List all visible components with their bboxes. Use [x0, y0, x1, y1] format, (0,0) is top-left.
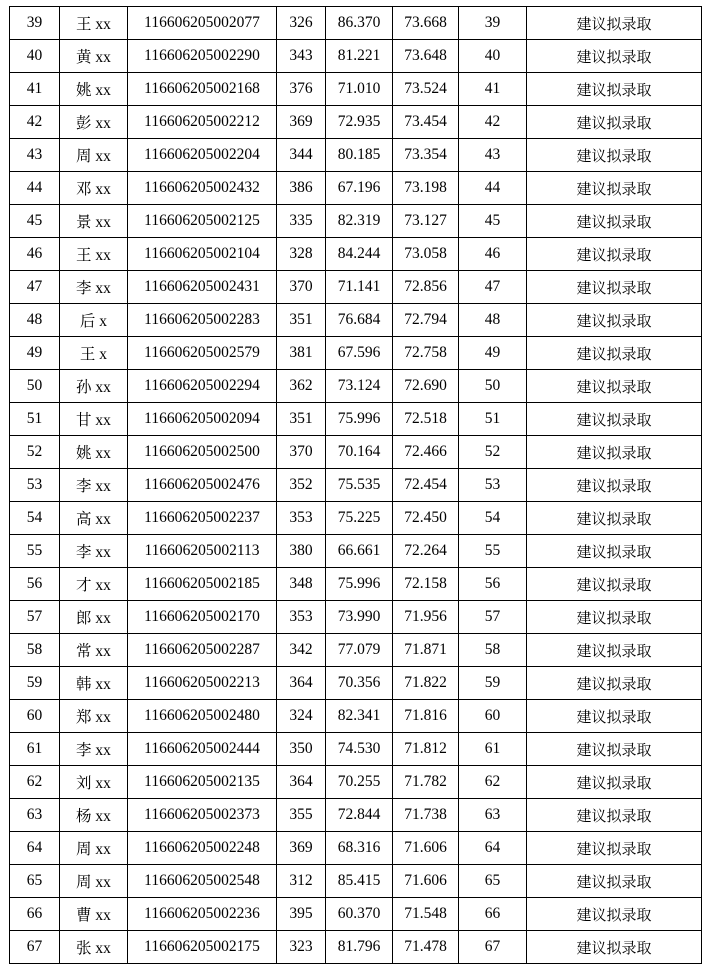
exam-id-cell: 116606205002094 [128, 403, 277, 436]
prelim-score-cell: 362 [277, 370, 326, 403]
row-number-cell: 51 [10, 403, 60, 436]
retest-score-cell: 75.996 [326, 403, 393, 436]
table-row [10, 832, 702, 865]
admission-remark-cell [527, 40, 702, 73]
table-row [10, 568, 702, 601]
rank-cell: 54 [459, 502, 527, 535]
admission-remark-text: 建议拟录取 [576, 443, 652, 462]
prelim-score-cell: 351 [277, 304, 326, 337]
row-number-cell: 60 [10, 700, 60, 733]
retest-score-cell: 74.530 [326, 733, 393, 766]
total-score-cell: 73.198 [393, 172, 459, 205]
total-score-cell: 71.478 [393, 931, 459, 964]
retest-score-cell: 70.356 [326, 667, 393, 700]
row-number-cell: 63 [10, 799, 60, 832]
prelim-score-cell: 369 [277, 106, 326, 139]
table-row [10, 337, 702, 370]
candidate-name-cell: 黄 xx [60, 40, 128, 73]
retest-score-cell: 60.370 [326, 898, 393, 931]
exam-id-cell: 116606205002283 [128, 304, 277, 337]
table-row [10, 403, 702, 436]
rank-cell: 52 [459, 436, 527, 469]
rank-cell: 57 [459, 601, 527, 634]
row-number-cell: 52 [10, 436, 60, 469]
table-row [10, 898, 702, 931]
row-number-cell: 55 [10, 535, 60, 568]
prelim-score-cell: 353 [277, 601, 326, 634]
exam-id-cell: 116606205002175 [128, 931, 277, 964]
rank-cell: 48 [459, 304, 527, 337]
retest-score-cell: 73.990 [326, 601, 393, 634]
admission-remark-text: 建议拟录取 [576, 278, 652, 297]
total-score-cell: 71.782 [393, 766, 459, 799]
row-number-cell: 44 [10, 172, 60, 205]
rank-cell: 50 [459, 370, 527, 403]
prelim-score-cell: 376 [277, 73, 326, 106]
admission-remark-cell [527, 601, 702, 634]
admission-remark-text: 建议拟录取 [576, 410, 652, 429]
retest-score-cell: 72.935 [326, 106, 393, 139]
admission-remark-text: 建议拟录取 [576, 773, 652, 792]
retest-score-cell: 68.316 [326, 832, 393, 865]
retest-score-cell: 81.796 [326, 931, 393, 964]
admission-remark-cell [527, 832, 702, 865]
candidate-name-cell: 姚 xx [60, 73, 128, 106]
exam-id-cell: 116606205002248 [128, 832, 277, 865]
exam-id-cell: 116606205002373 [128, 799, 277, 832]
admission-remark-text: 建议拟录取 [576, 872, 652, 891]
table-row [10, 799, 702, 832]
retest-score-cell: 80.185 [326, 139, 393, 172]
retest-score-cell: 81.221 [326, 40, 393, 73]
rank-cell: 61 [459, 733, 527, 766]
prelim-score-cell: 369 [277, 832, 326, 865]
rank-cell: 56 [459, 568, 527, 601]
row-number-cell: 45 [10, 205, 60, 238]
exam-id-cell: 116606205002185 [128, 568, 277, 601]
row-number-cell: 65 [10, 865, 60, 898]
admission-remark-cell [527, 172, 702, 205]
admission-remark-text: 建议拟录取 [576, 575, 652, 594]
rank-cell: 45 [459, 205, 527, 238]
retest-score-cell: 76.684 [326, 304, 393, 337]
total-score-cell: 72.264 [393, 535, 459, 568]
admission-remark-cell [527, 73, 702, 106]
admission-remark-cell [527, 106, 702, 139]
prelim-score-cell: 351 [277, 403, 326, 436]
retest-score-cell: 67.596 [326, 337, 393, 370]
total-score-cell: 72.466 [393, 436, 459, 469]
rank-cell: 40 [459, 40, 527, 73]
row-number-cell: 49 [10, 337, 60, 370]
row-number-cell: 47 [10, 271, 60, 304]
retest-score-cell: 72.844 [326, 799, 393, 832]
total-score-cell: 73.354 [393, 139, 459, 172]
prelim-score-cell: 364 [277, 766, 326, 799]
row-number-cell: 53 [10, 469, 60, 502]
admission-remark-text: 建议拟录取 [576, 212, 652, 231]
exam-id-cell: 116606205002170 [128, 601, 277, 634]
rank-cell: 62 [459, 766, 527, 799]
retest-score-cell: 75.535 [326, 469, 393, 502]
admission-remark-cell [527, 898, 702, 931]
table-row [10, 733, 702, 766]
retest-score-cell: 86.370 [326, 7, 393, 40]
retest-score-cell: 73.124 [326, 370, 393, 403]
candidate-name-cell: 姚 xx [60, 436, 128, 469]
admission-remark-cell [527, 535, 702, 568]
exam-id-cell: 116606205002236 [128, 898, 277, 931]
admission-remark-text: 建议拟录取 [576, 476, 652, 495]
row-number-cell: 46 [10, 238, 60, 271]
table-row [10, 139, 702, 172]
admission-remark-text: 建议拟录取 [576, 707, 652, 726]
candidate-name-cell: 周 xx [60, 139, 128, 172]
candidate-name-cell: 刘 xx [60, 766, 128, 799]
prelim-score-cell: 353 [277, 502, 326, 535]
admission-remark-cell [527, 370, 702, 403]
total-score-cell: 73.648 [393, 40, 459, 73]
rank-cell: 55 [459, 535, 527, 568]
rank-cell: 65 [459, 865, 527, 898]
table-row [10, 766, 702, 799]
total-score-cell: 71.606 [393, 832, 459, 865]
total-score-cell: 73.454 [393, 106, 459, 139]
rank-cell: 66 [459, 898, 527, 931]
exam-id-cell: 116606205002294 [128, 370, 277, 403]
row-number-cell: 39 [10, 7, 60, 40]
prelim-score-cell: 344 [277, 139, 326, 172]
rank-cell: 59 [459, 667, 527, 700]
rank-cell: 44 [459, 172, 527, 205]
admission-remark-text: 建议拟录取 [576, 245, 652, 264]
rank-cell: 46 [459, 238, 527, 271]
rank-cell: 41 [459, 73, 527, 106]
retest-score-cell: 71.141 [326, 271, 393, 304]
prelim-score-cell: 323 [277, 931, 326, 964]
retest-score-cell: 85.415 [326, 865, 393, 898]
prelim-score-cell: 328 [277, 238, 326, 271]
table-row [10, 271, 702, 304]
exam-id-cell: 116606205002548 [128, 865, 277, 898]
rank-cell: 60 [459, 700, 527, 733]
table-row [10, 502, 702, 535]
rank-cell: 47 [459, 271, 527, 304]
rank-cell: 39 [459, 7, 527, 40]
admission-remark-text: 建议拟录取 [576, 641, 652, 660]
candidate-name-cell: 景 xx [60, 205, 128, 238]
candidate-name-cell: 才 xx [60, 568, 128, 601]
total-score-cell: 71.548 [393, 898, 459, 931]
prelim-score-cell: 352 [277, 469, 326, 502]
retest-score-cell: 67.196 [326, 172, 393, 205]
candidate-name-cell: 周 xx [60, 832, 128, 865]
rank-cell: 51 [459, 403, 527, 436]
total-score-cell: 72.518 [393, 403, 459, 436]
total-score-cell: 72.454 [393, 469, 459, 502]
total-score-cell: 73.058 [393, 238, 459, 271]
admission-remark-cell [527, 436, 702, 469]
exam-id-cell: 116606205002204 [128, 139, 277, 172]
row-number-cell: 61 [10, 733, 60, 766]
admission-remark-cell [527, 700, 702, 733]
admission-remark-cell [527, 7, 702, 40]
admission-remark-cell [527, 733, 702, 766]
table-row [10, 106, 702, 139]
candidate-name-cell: 邓 xx [60, 172, 128, 205]
total-score-cell: 72.794 [393, 304, 459, 337]
total-score-cell: 72.856 [393, 271, 459, 304]
admission-remark-text: 建议拟录取 [576, 113, 652, 132]
candidate-name-cell: 韩 xx [60, 667, 128, 700]
row-number-cell: 57 [10, 601, 60, 634]
row-number-cell: 41 [10, 73, 60, 106]
total-score-cell: 72.158 [393, 568, 459, 601]
prelim-score-cell: 395 [277, 898, 326, 931]
table-row [10, 40, 702, 73]
total-score-cell: 73.668 [393, 7, 459, 40]
admission-remark-text: 建议拟录取 [576, 377, 652, 396]
prelim-score-cell: 350 [277, 733, 326, 766]
prelim-score-cell: 335 [277, 205, 326, 238]
table-row [10, 172, 702, 205]
exam-id-cell: 116606205002213 [128, 667, 277, 700]
candidate-name-cell: 彭 xx [60, 106, 128, 139]
rank-cell: 42 [459, 106, 527, 139]
admission-remark-cell [527, 205, 702, 238]
candidate-name-cell: 孙 xx [60, 370, 128, 403]
exam-id-cell: 116606205002287 [128, 634, 277, 667]
prelim-score-cell: 370 [277, 436, 326, 469]
candidate-name-cell: 后 x [60, 304, 128, 337]
prelim-score-cell: 326 [277, 7, 326, 40]
prelim-score-cell: 380 [277, 535, 326, 568]
admission-remark-cell [527, 634, 702, 667]
row-number-cell: 66 [10, 898, 60, 931]
total-score-cell: 71.816 [393, 700, 459, 733]
exam-id-cell: 116606205002432 [128, 172, 277, 205]
prelim-score-cell: 355 [277, 799, 326, 832]
prelim-score-cell: 312 [277, 865, 326, 898]
total-score-cell: 71.812 [393, 733, 459, 766]
candidate-name-cell: 常 xx [60, 634, 128, 667]
admission-remark-text: 建议拟录取 [576, 146, 652, 165]
candidate-name-cell: 王 xx [60, 238, 128, 271]
candidate-name-cell: 郎 xx [60, 601, 128, 634]
row-number-cell: 59 [10, 667, 60, 700]
retest-score-cell: 84.244 [326, 238, 393, 271]
table-row [10, 700, 702, 733]
admission-remark-text: 建议拟录取 [576, 740, 652, 759]
table-row [10, 7, 702, 40]
row-number-cell: 43 [10, 139, 60, 172]
total-score-cell: 72.758 [393, 337, 459, 370]
prelim-score-cell: 381 [277, 337, 326, 370]
admission-remark-text: 建议拟录取 [576, 14, 652, 33]
table-row [10, 469, 702, 502]
rank-cell: 49 [459, 337, 527, 370]
admission-remark-cell [527, 304, 702, 337]
total-score-cell: 71.871 [393, 634, 459, 667]
rank-cell: 43 [459, 139, 527, 172]
exam-id-cell: 116606205002168 [128, 73, 277, 106]
admission-remark-text: 建议拟录取 [576, 806, 652, 825]
exam-id-cell: 116606205002431 [128, 271, 277, 304]
admission-remark-text: 建议拟录取 [576, 938, 652, 957]
table-row [10, 865, 702, 898]
prelim-score-cell: 370 [277, 271, 326, 304]
admission-remark-text: 建议拟录取 [576, 311, 652, 330]
prelim-score-cell: 324 [277, 700, 326, 733]
candidate-name-cell: 李 xx [60, 271, 128, 304]
row-number-cell: 42 [10, 106, 60, 139]
admission-remark-cell [527, 337, 702, 370]
admission-remark-text: 建议拟录取 [576, 674, 652, 693]
admission-remark-text: 建议拟录取 [576, 905, 652, 924]
row-number-cell: 67 [10, 931, 60, 964]
prelim-score-cell: 342 [277, 634, 326, 667]
table-row [10, 667, 702, 700]
table-row [10, 634, 702, 667]
exam-id-cell: 116606205002579 [128, 337, 277, 370]
table-row [10, 205, 702, 238]
exam-id-cell: 116606205002104 [128, 238, 277, 271]
retest-score-cell: 70.255 [326, 766, 393, 799]
admission-remark-cell [527, 502, 702, 535]
exam-id-cell: 116606205002444 [128, 733, 277, 766]
candidate-name-cell: 李 xx [60, 469, 128, 502]
table-row [10, 535, 702, 568]
exam-id-cell: 116606205002480 [128, 700, 277, 733]
admission-results-table [9, 6, 702, 964]
prelim-score-cell: 386 [277, 172, 326, 205]
candidate-name-cell: 李 xx [60, 733, 128, 766]
table-row [10, 73, 702, 106]
exam-id-cell: 116606205002113 [128, 535, 277, 568]
retest-score-cell: 75.996 [326, 568, 393, 601]
rank-cell: 63 [459, 799, 527, 832]
exam-id-cell: 116606205002135 [128, 766, 277, 799]
total-score-cell: 72.690 [393, 370, 459, 403]
row-number-cell: 54 [10, 502, 60, 535]
rank-cell: 53 [459, 469, 527, 502]
retest-score-cell: 82.341 [326, 700, 393, 733]
admission-remark-cell [527, 238, 702, 271]
candidate-name-cell: 李 xx [60, 535, 128, 568]
rank-cell: 67 [459, 931, 527, 964]
row-number-cell: 40 [10, 40, 60, 73]
row-number-cell: 48 [10, 304, 60, 337]
admission-remark-cell [527, 469, 702, 502]
table-row [10, 931, 702, 964]
candidate-name-cell: 曹 xx [60, 898, 128, 931]
admission-remark-text: 建议拟录取 [576, 839, 652, 858]
prelim-score-cell: 364 [277, 667, 326, 700]
admission-remark-cell [527, 403, 702, 436]
candidate-name-cell: 王 x [60, 337, 128, 370]
exam-id-cell: 116606205002237 [128, 502, 277, 535]
exam-id-cell: 116606205002500 [128, 436, 277, 469]
exam-id-cell: 116606205002077 [128, 7, 277, 40]
exam-id-cell: 116606205002212 [128, 106, 277, 139]
exam-id-cell: 116606205002290 [128, 40, 277, 73]
candidate-name-cell: 郑 xx [60, 700, 128, 733]
candidate-name-cell: 周 xx [60, 865, 128, 898]
candidate-name-cell: 张 xx [60, 931, 128, 964]
admission-remark-text: 建议拟录取 [576, 608, 652, 627]
total-score-cell: 71.606 [393, 865, 459, 898]
admission-remark-cell [527, 568, 702, 601]
admission-remark-text: 建议拟录取 [576, 344, 652, 363]
admission-remark-text: 建议拟录取 [576, 179, 652, 198]
table-row [10, 436, 702, 469]
candidate-name-cell: 王 xx [60, 7, 128, 40]
table-row [10, 238, 702, 271]
prelim-score-cell: 343 [277, 40, 326, 73]
admission-remark-cell [527, 271, 702, 304]
row-number-cell: 64 [10, 832, 60, 865]
rank-cell: 58 [459, 634, 527, 667]
total-score-cell: 71.822 [393, 667, 459, 700]
admission-remark-text: 建议拟录取 [576, 509, 652, 528]
total-score-cell: 72.450 [393, 502, 459, 535]
total-score-cell: 73.127 [393, 205, 459, 238]
retest-score-cell: 66.661 [326, 535, 393, 568]
prelim-score-cell: 348 [277, 568, 326, 601]
admission-remark-cell [527, 865, 702, 898]
admission-remark-cell [527, 139, 702, 172]
admission-remark-text: 建议拟录取 [576, 47, 652, 66]
admission-remark-text: 建议拟录取 [576, 542, 652, 561]
table-row [10, 370, 702, 403]
admission-remark-cell [527, 766, 702, 799]
total-score-cell: 73.524 [393, 73, 459, 106]
retest-score-cell: 75.225 [326, 502, 393, 535]
retest-score-cell: 70.164 [326, 436, 393, 469]
rank-cell: 64 [459, 832, 527, 865]
total-score-cell: 71.738 [393, 799, 459, 832]
row-number-cell: 62 [10, 766, 60, 799]
table-body [10, 7, 702, 964]
admission-remark-cell [527, 667, 702, 700]
admission-remark-text: 建议拟录取 [576, 80, 652, 99]
admission-remark-cell [527, 799, 702, 832]
total-score-cell: 71.956 [393, 601, 459, 634]
candidate-name-cell: 杨 xx [60, 799, 128, 832]
candidate-name-cell: 甘 xx [60, 403, 128, 436]
retest-score-cell: 77.079 [326, 634, 393, 667]
retest-score-cell: 71.010 [326, 73, 393, 106]
exam-id-cell: 116606205002125 [128, 205, 277, 238]
exam-id-cell: 116606205002476 [128, 469, 277, 502]
row-number-cell: 50 [10, 370, 60, 403]
retest-score-cell: 82.319 [326, 205, 393, 238]
row-number-cell: 58 [10, 634, 60, 667]
table-row [10, 601, 702, 634]
row-number-cell: 56 [10, 568, 60, 601]
table-row [10, 304, 702, 337]
admission-remark-cell [527, 931, 702, 964]
candidate-name-cell: 高 xx [60, 502, 128, 535]
